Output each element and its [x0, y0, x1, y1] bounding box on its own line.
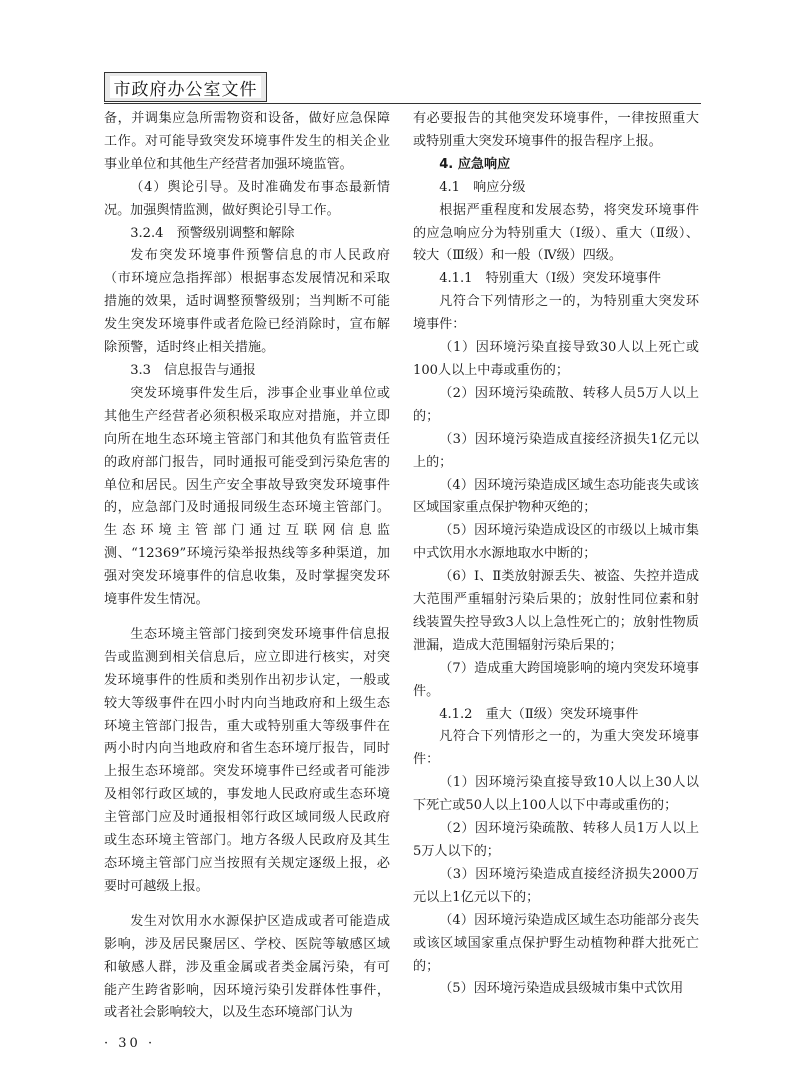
paragraph: 凡符合下列情形之一的，为重大突发环境事件： — [413, 729, 699, 768]
paragraph: 发生对饮用水水源保护区造成或者可能造成影响，涉及居民聚居区、学校、医院等敏感区域和敏感人群，涉及重金属或者类金属污染，有可能产生跨省影响，因环境污染引发群体性事件，或者社会影响较大，以及生态环境部门认为 — [104, 913, 390, 1021]
list-item: （2）因环境污染疏散、转移人员1万人以上5万人以下的； — [413, 821, 699, 859]
section-heading: 4.1.1 特别重大（Ⅰ级）突发环境事件 — [439, 271, 661, 287]
list-item: （4）因环境污染造成区域生态功能部分丧失或该区域国家重点保护野生动植物种群大批死亡的； — [413, 912, 699, 974]
section-heading: 3.3 信息报告与通报 — [130, 362, 256, 378]
paragraph: （4）舆论引导。及时准确发布事态最新情况。加强舆情监测，做好舆论引导工作。 — [104, 179, 390, 218]
list-item: （3）因环境污染造成直接经济损失2000万元以上1亿元以下的； — [413, 866, 699, 905]
list-item: （7）造成重大跨国境影响的境内突发环境事件。 — [413, 660, 699, 699]
paragraph: 备，并调集应急所需物资和设备，做好应急保障工作。对可能导致突发环境事件发生的相关企业事业单位和其他生产经营者加强环境监管。 — [104, 111, 390, 172]
section-heading: 4.1.2 重大（Ⅱ级）突发环境事件 — [439, 706, 639, 722]
journal-title: 市政府办公室文件 — [110, 76, 261, 98]
right-column — [413, 108, 699, 1001]
paragraph: 根据严重程度和发展态势，将突发环境事件的应急响应分为特别重大（Ⅰ级）、重大（Ⅱ级）、较大（Ⅲ级）和一般（Ⅳ级）四级。 — [413, 202, 699, 264]
header-rule — [104, 103, 701, 104]
section-heading: 3.2.4 预警级别调整和解除 — [130, 225, 295, 241]
paragraph: 凡符合下列情形之一的，为特别重大突发环境事件： — [413, 294, 699, 333]
journal-header — [104, 72, 267, 102]
paragraph: 生态环境主管部门接到突发环境事件信息报告或监测到相关信息后，应立即进行核实，对突发环境事件的性质和类别作出初步认定，一般或较大等级事件在四小时内向当地政府和上级生态环境主管部门报告，重大或特别重大等级事件在两小时内向当地政府和省生态环境厅报告，同时上报生态环境部。突发环境事件已经或者可能涉及相邻行政区域的，事发地人民政府或生态环境主管部门应及时通报相邻行政区域同级人民政府或生态环境主管部门。地方各级人民政府及其生态环境主管部门应当按照有关规定逐级上报，必要时可越级上报。 — [104, 626, 390, 894]
list-item: （1）因环境污染直接导致30人以上死亡或100人以上中毒或重伤的； — [413, 340, 699, 378]
list-item: （4）因环境污染造成区域生态功能丧失或该区域国家重点保护物种灭绝的； — [413, 477, 699, 516]
list-item: （5）因环境污染造成设区的市级以上城市集中式饮用水水源地取水中断的； — [413, 523, 699, 562]
list-item: （1）因环境污染直接导致10人以上30人以下死亡或50人以上100人以下中毒或重伤的； — [413, 775, 699, 814]
paragraph: 突发环境事件发生后，涉事企业事业单位或其他生产经营者必须积极采取应对措施，并立即向所在地生态环境主管部门和其他负有监管责任的政府部门报告，同时通报可能受到污染危害的单位和居民。因生产安全事故导致突发环境事件的，应急部门及时通报同级生态环境主管部门。生态环境主管部门通过互联网信息监测、“12369”环境污染举报热线等多种渠道，加强对突发环境事件的信息收集，及时掌握突发环境事件发生情况。 — [104, 385, 390, 608]
section-heading: 4.1 响应分级 — [439, 179, 526, 195]
list-item: （2）因环境污染疏散、转移人员5万人以上的； — [413, 385, 699, 424]
left-column — [104, 108, 390, 1025]
list-item: （3）因环境污染造成直接经济损失1亿元以上的； — [413, 431, 699, 470]
paragraph: 有必要报告的其他突发环境事件，一律按照重大或特别重大突发环境事件的报告程序上报。 — [413, 111, 699, 149]
paragraph: 发布突发环境事件预警信息的市人民政府（市环境应急指挥部）根据事态发展情况和采取措施的效果，适时调整预警级别；当判断不可能发生突发环境事件或者危险已经消除时，宣布解除预警，适时终止相关措施。 — [104, 248, 390, 356]
section-heading: 4. 应急响应 — [439, 156, 511, 172]
list-item: （5）因环境污染造成县级城市集中式饮用 — [439, 981, 684, 997]
page-number: · 30 · — [104, 1036, 156, 1051]
list-item: （6）Ⅰ、Ⅱ类放射源丢失、被盗、失控并造成大范围严重辐射污染后果的；放射性同位素和射线装置失控导致3人以上急性死亡的；放射性物质泄漏，造成大范围辐射污染后果的； — [413, 569, 699, 653]
